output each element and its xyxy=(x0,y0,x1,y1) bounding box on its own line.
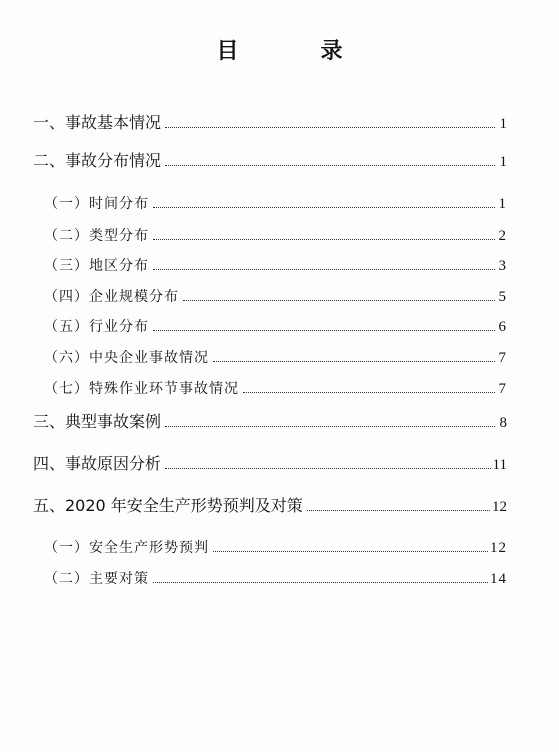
toc-leader-dots xyxy=(153,206,495,208)
toc-entry[interactable] xyxy=(0,282,507,306)
toc-entry[interactable] xyxy=(0,147,507,171)
toc-page-number: 3 xyxy=(498,258,507,274)
toc-entry[interactable] xyxy=(0,492,507,516)
toc-entry-label: 二、事故分布情况 xyxy=(33,151,162,170)
toc-page-number: 8 xyxy=(499,415,507,431)
toc-entry-label: 三、典型事故案例 xyxy=(33,412,162,431)
toc-page-number: 12 xyxy=(492,499,507,515)
toc-entry[interactable] xyxy=(0,312,507,336)
toc-entry-label: （六）中央企业事故情况 xyxy=(44,350,209,366)
toc-entry-label: （四）企业规模分布 xyxy=(44,289,179,305)
toc-entry-label: 五、2020 年安全生产形势预判及对策 xyxy=(33,496,303,515)
toc-leader-dots xyxy=(243,391,495,393)
toc-entry-label: （五）行业分布 xyxy=(44,319,149,335)
toc-page-number: 7 xyxy=(498,381,507,397)
toc-page-number: 6 xyxy=(498,319,507,335)
toc-leader-dots xyxy=(165,425,495,427)
toc-leader-dots xyxy=(165,164,495,166)
toc-entry-label: 一、事故基本情况 xyxy=(33,113,162,132)
toc-page-number: 7 xyxy=(498,350,507,366)
page-title: 目 录 xyxy=(216,39,373,64)
toc-leader-dots xyxy=(165,126,495,128)
toc-leader-dots xyxy=(213,550,488,552)
toc-leader-dots xyxy=(153,238,495,240)
toc-page-number: 2 xyxy=(498,228,507,244)
toc-entry[interactable] xyxy=(0,408,507,432)
toc-leader-dots xyxy=(213,360,495,362)
toc-entry-label: （一）安全生产形势预判 xyxy=(44,540,209,556)
toc-page-number: 1 xyxy=(499,116,507,132)
toc-leader-dots xyxy=(153,581,488,583)
toc-entry[interactable] xyxy=(0,564,507,588)
toc-entry-label: （二）主要对策 xyxy=(44,571,149,587)
toc-entry[interactable] xyxy=(0,189,507,213)
toc-entry-label: （七）特殊作业环节事故情况 xyxy=(44,381,239,397)
toc-entry[interactable] xyxy=(0,450,507,474)
toc-entry[interactable] xyxy=(0,221,507,245)
toc-page-number: 14 xyxy=(490,571,507,587)
toc-entry-label: （三）地区分布 xyxy=(44,258,149,274)
toc-page-number: 1 xyxy=(498,196,507,212)
toc-leader-dots xyxy=(183,299,495,301)
toc-page-number: 5 xyxy=(498,289,507,305)
toc-entry-label: 四、事故原因分析 xyxy=(33,454,162,473)
toc-entry[interactable] xyxy=(0,251,507,275)
toc-page-number: 1 xyxy=(499,154,507,170)
toc-leader-dots xyxy=(153,329,495,331)
toc-entry[interactable] xyxy=(0,374,507,398)
toc-entry-label: （二）类型分布 xyxy=(44,228,149,244)
toc-leader-dots xyxy=(153,268,495,270)
toc-page-number: 12 xyxy=(490,540,507,556)
toc-entry[interactable] xyxy=(0,533,507,557)
toc-leader-dots xyxy=(307,509,490,511)
toc-entry[interactable] xyxy=(0,343,507,367)
toc-entry[interactable] xyxy=(0,109,507,133)
toc-page-number: 11 xyxy=(492,457,507,473)
toc-leader-dots xyxy=(165,467,491,469)
toc-entry-label: （一）时间分布 xyxy=(44,196,149,212)
